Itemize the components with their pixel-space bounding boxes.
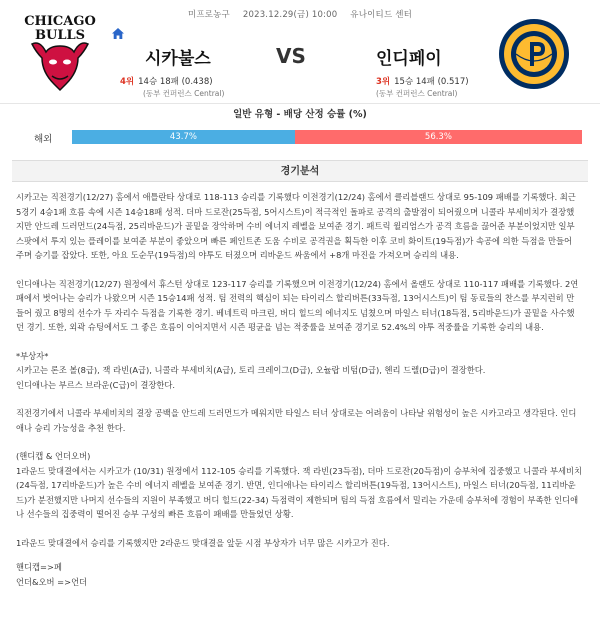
- analysis-paragraph: 인디애나는 직전경기(12/27) 원정에서 휴스턴 상대로 123-117 승리를 기록했으며 이전경기(12/24) 홈에서 올랜도 상대로 110-117 패배를 기록했다. 2연패에서 벗어나는 승리가 나왔으며 시즌 15승14패 성적. 팀 전력의 핵심이 되는 타이리스 할리버튼(33득점, 13어시스트)이 팀 동료들의 찬스를 부지런히 만들어 줬고 8명의 선수가 두 자리수 득점을 기록한 경기. 베네트릭 마크린, 버디 힐드의 에너지도 넘쳤으며 마일스 터너(18득점, 5리바운드)가 골밑을 사수했던 경기. 또한, 외곽 슈팅에서도 그 좋은 흐름이 이어지면서 시즌 평균을 넘는 적중률을 보여준 경기로 52.4%의 야투 적중률을 기록한 승리의 내용.: [16, 278, 579, 332]
- away-team-winloss: 15승 14패 (0.517): [394, 77, 469, 87]
- home-team-record: [120, 75, 213, 87]
- away-team-conference: (동부 컨퍼런스 Central): [376, 89, 458, 98]
- analysis-paragraph: 핸디캡=>페 언더&오버 =>언더: [16, 562, 88, 587]
- vs-label: VS: [276, 44, 306, 68]
- away-team-name: 인디페이: [376, 49, 442, 69]
- match-header: [0, 0, 600, 104]
- away-win-bar: 56.3%: [295, 130, 582, 144]
- analysis-paragraph: (핸디캡 & 언더오버) 1라운드 맞대결에서는 시카고가 (10/31) 원정에서 112-105 승리를 기록했다. 잭 라빈(23득점), 더마 드로잔(20득점)이 승부처에 집중했고 니콜라 부세비치(24득점, 17리바운드)가 높은 수비 에너지 레벨을 보여준 경기. 반면, 인디애나는 타이리스 할리버튼(19득점, 13어시스트), 마일스 터너(20득점, 11리바운드)가 분전했지만 나머지 선수들의 지원이 부족했고 버디 힐드(22-34) 득점력이 제한되며 팀의 득점 흐름에서 밀리는 가운데 승부처에 경험이 부족한 인디애나 선수들의 집중력이 떨어진 승부 구성의 빠른 흐름이 패배를 만들었던 상황.: [16, 451, 583, 519]
- analysis-paragraph: 시카고는 직전경기(12/27) 홈에서 애틀란타 상대로 118-113 승리를 기록했다 이전경기(12/24) 홈에서 클리블랜드 상대로 95-109 패배를 기록했다. 최근 5경기 4승1패 흐름 속에 시즌 14승18패 성적. 더마 드로잔(25득점, 5어시스트)이 적극적인 돌파로 공격의 출발점이 되어줬으며 니콜라 부세비치가 결장했지만 안드레 드러먼드(24득점, 25리바운드)가 골밑을 장악하며 수비 에너지 레벨을 보여준 경기. 패트릭 윌리엄스가 공격 흐름을 끊어준 부분이었지만 일부 스팟에서 투지 있는 플레이를 보여준 부분이 좋았으며 빠른 페인트존 도움 수비로 공격권을 획득한 이후 코비 화이트(19득점)가 속공에 의한 득점을 만들어 주며 승기를 잡았다. 또한, 아요 도순무(19득점)의 야투도 터졌으며 리바운드 싸움에서 +8개 마진을 가져오며 승리의 내용.: [16, 192, 576, 260]
- odds-ratio-title: 일반 유형 - 배당 산정 승률 (%): [233, 109, 367, 120]
- svg-text:CHICAGO: CHICAGO: [24, 14, 96, 29]
- analysis-title: 경기분석: [12, 160, 588, 182]
- analysis-paragraph: 1라운드 맞대결에서 승리를 기록했지만 2라운드 맞대결을 앞둔 시점 부상자가 너무 많은 시카고가 진다.: [16, 537, 390, 548]
- home-team-winloss: 14승 18패 (0.438): [138, 77, 213, 87]
- home-team-conference: (동부 컨퍼런스 Central): [143, 89, 225, 98]
- home-team-rank: 4위: [120, 77, 135, 87]
- analysis-paragraph: *부상자* 시카고는 론조 볼(8급), 잭 라빈(A급), 니콜라 부세비치(A급), 토리 크레이그(D급), 오뉼랍 비텀(D급), 헨리 드렐(D급)이 결장한다. 인디애나는 부르스 브라운(C급)이 결장한다.: [16, 350, 486, 390]
- chicago-bulls-logo: [18, 12, 102, 92]
- odds-ratio-row: [0, 128, 600, 146]
- svg-text:BULLS: BULLS: [35, 28, 85, 43]
- analysis-body: [16, 190, 582, 603]
- indiana-pacers-logo: [498, 18, 570, 90]
- match-datetime: 2023.12.29(금) 10:00: [242, 10, 338, 20]
- odds-ratio-label: 해외: [34, 134, 53, 145]
- home-team-name: 시카불스: [145, 49, 211, 69]
- analysis-paragraph: 직전경기에서 니콜라 부세비치의 결장 공백을 안드레 드러먼드가 메워지만 타일스 터너 상대로는 어려움이 나타날 위험성이 높은 시카고라고 생각된다. 인디애나 승리 가능성을 추천 한다.: [16, 408, 577, 433]
- odds-ratio-bar: [72, 130, 582, 144]
- home-indicator-icon: [112, 28, 124, 39]
- league-name: 미프로농구: [187, 10, 230, 20]
- home-win-bar: 43.7%: [72, 130, 295, 144]
- away-team-record: [376, 75, 469, 87]
- match-venue: 유나이티드 센터: [350, 10, 413, 20]
- away-team-rank: 3위: [376, 77, 391, 87]
